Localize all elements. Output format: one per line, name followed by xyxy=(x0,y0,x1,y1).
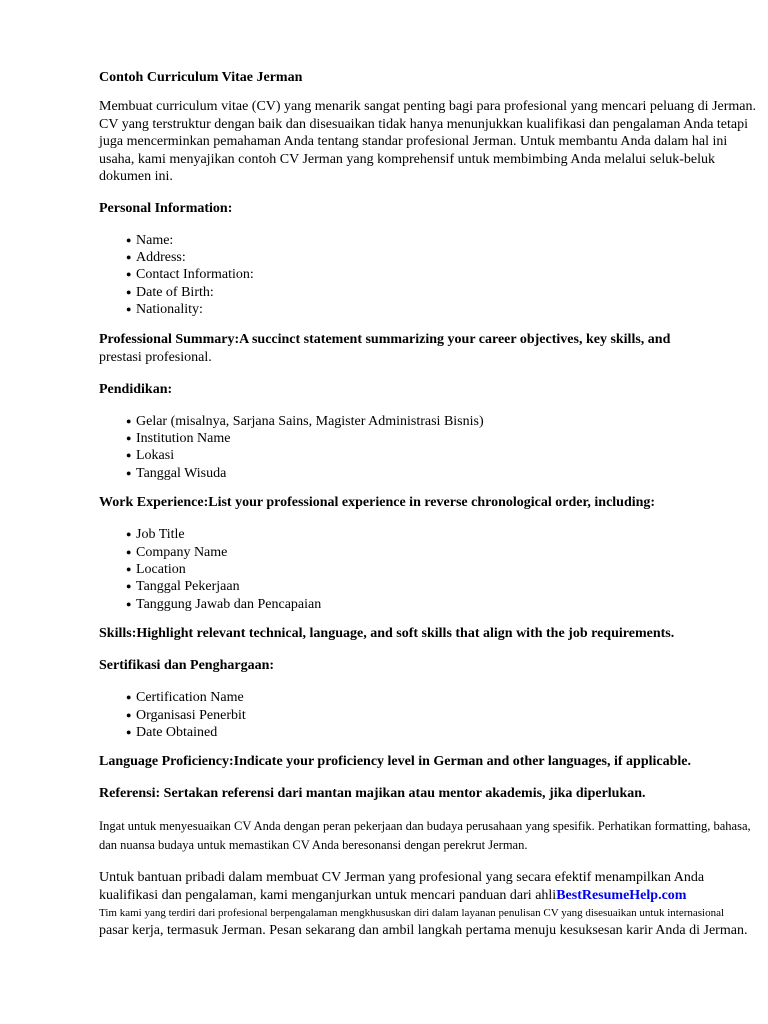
bullet-icon: ● xyxy=(126,450,132,461)
list-item: ● Gelar (misalnya, Sarjana Sains, Magister Administrasi Bisnis) xyxy=(126,413,484,429)
list-item: ● Name: xyxy=(126,232,174,248)
bullet-icon: ● xyxy=(126,598,132,609)
bullet-icon: ● xyxy=(126,546,132,557)
bullet-icon: ● xyxy=(126,286,132,297)
section-heading-skills: Skills:Highlight relevant technical, language, and soft skills that align with the job requirements. xyxy=(99,626,675,642)
final-paragraph xyxy=(99,869,759,939)
bullet-icon: ● xyxy=(126,467,132,478)
list-item: ● Nationality: xyxy=(126,302,203,318)
bullet-icon: ● xyxy=(126,234,132,245)
bullet-icon: ● xyxy=(126,529,132,540)
bullet-icon: ● xyxy=(126,432,132,443)
intro-text-part2: usaha, kami menyajikan contoh CV Jerman yang komprehensif untuk membimbing Anda melalui seluk-beluk dokumen ini. xyxy=(99,151,716,184)
bullet-icon: ● xyxy=(126,709,132,720)
section-heading-pendidikan: Pendidikan: xyxy=(99,381,173,397)
intro-text-part1: Membuat curriculum vitae (CV) yang menarik sangat penting bagi para profesional yang mencari peluang di Jerman. CV yang terstruktur dengan baik dan disesuaikan tidak hanya menunjukkan kualifikasi dan pengalaman Anda tetapi juga mencerminkan pemahaman Anda tentang standar profesional Jerman. Untuk membantu Anda dalam hal ini xyxy=(99,99,757,149)
list-item: ● Tanggal Wisuda xyxy=(126,465,227,481)
list-item: ● Date of Birth: xyxy=(126,284,214,300)
bullet-icon: ● xyxy=(126,563,132,574)
bullet-icon: ● xyxy=(126,269,132,280)
best-resume-help-link[interactable]: BestResumeHelp.com xyxy=(556,887,687,903)
list-item: ● Certification Name xyxy=(126,690,244,706)
professional-summary-continuation: prestasi profesional. xyxy=(99,349,212,365)
sertifikasi-list xyxy=(99,689,759,741)
bullet-icon: ● xyxy=(126,581,132,592)
list-item: ● Job Title xyxy=(126,527,185,543)
document-title: Contoh Curriculum Vitae Jerman xyxy=(99,70,303,85)
closing-paragraph: Ingat untuk menyesuaikan CV Anda dengan peran pekerjaan dan budaya perusahaan yang spesifik. Perhatikan formatting, bahasa, dan nuansa budaya untuk memastikan CV Anda beresonansi dengan perekrut Jerman. xyxy=(99,819,751,853)
section-heading-referensi: Referensi: Sertakan referensi dari mantan majikan atau mentor akademis, jika diperlukan. xyxy=(99,786,646,802)
work-experience-list xyxy=(99,526,759,613)
section-heading-work-experience: Work Experience:List your professional experience in reverse chronological order, including: xyxy=(99,495,656,511)
final-text-part3: pasar kerja, termasuk Jerman. Pesan sekarang dan ambil langkah pertama menuju kesuksesan karir Anda di Jerman. xyxy=(99,922,748,938)
document-page xyxy=(99,68,759,939)
bullet-icon: ● xyxy=(126,692,132,703)
bullet-icon: ● xyxy=(126,415,132,426)
section-heading-professional-summary: Professional Summary:A succinct statement summarizing your career objectives, key skills, and prestasi profesional. xyxy=(99,331,671,365)
bullet-icon: ● xyxy=(126,251,132,262)
section-heading-language-proficiency: Language Proficiency:Indicate your proficiency level in German and other languages, if applicable. xyxy=(99,754,692,770)
pendidikan-list xyxy=(99,413,759,483)
personal-information-list xyxy=(99,232,759,319)
list-item: ● Company Name xyxy=(126,544,228,560)
list-item: ● Location xyxy=(126,561,186,577)
list-item: ● Organisasi Penerbit xyxy=(126,707,246,723)
section-heading-sertifikasi: Sertifikasi dan Penghargaan: xyxy=(99,658,275,674)
list-item: ● Institution Name xyxy=(126,430,231,446)
list-item: ● Lokasi xyxy=(126,448,175,464)
list-item: ● Tanggung Jawab dan Pencapaian xyxy=(126,596,322,612)
bullet-icon: ● xyxy=(126,304,132,315)
bullet-icon: ● xyxy=(126,727,132,737)
intro-paragraph xyxy=(99,98,759,186)
final-text-part1: Untuk bantuan pribadi dalam membuat CV Jerman yang profesional yang secara efektif menampilkan Anda kualifikasi dan pengalaman, kami menganjurkan untuk mencari panduan dari ahli xyxy=(99,870,705,903)
final-text-part2: Tim kami yang terdiri dari profesional berpengalaman mengkhususkan diri dalam layanan penulisan CV yang disesuaikan untuk internasional xyxy=(99,907,725,920)
section-heading-personal-information: Personal Information: xyxy=(99,200,233,216)
list-item: ● Address: xyxy=(126,249,186,265)
list-item: ● Tanggal Pekerjaan xyxy=(126,579,240,595)
list-item: ● Date Obtained xyxy=(126,725,218,740)
list-item: ● Contact Information: xyxy=(126,267,254,283)
